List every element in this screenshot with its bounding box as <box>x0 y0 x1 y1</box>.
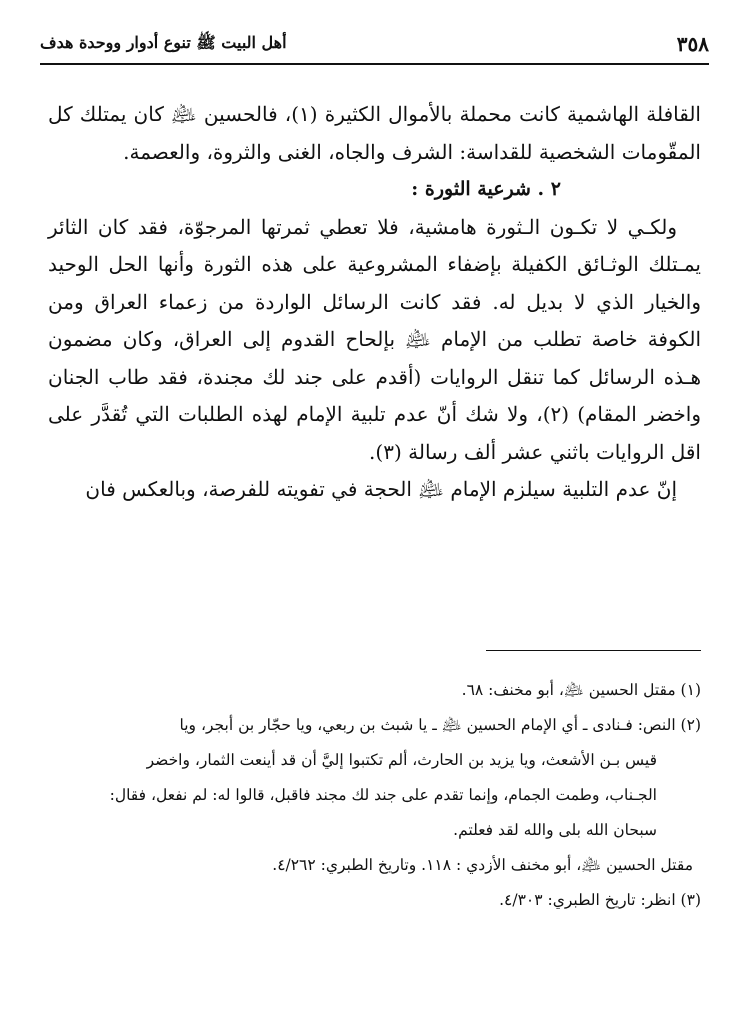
header-divider <box>40 63 709 65</box>
footnote-3: (٣) انظر: تاريخ الطبري: ٤/٣٠٣. <box>499 891 701 909</box>
paragraph-2: ولكـي لا تكـون الـثورة هامشية، فلا تعطي ثمرتها المرجوّة، فقد كان الثائر يمـتلك الوثـائق الكفيلة بإضفاء المشروعية على هذه الثورة وأنها الحل الوحيد والخيار الذي لا بديل له. فقد كانت الرسائل الواردة من زعماء العراق ومن الكوفة خاصة تطلب من الإمام ﵇ بإلحاح القدوم إلى العراق، وكان مضمون هـذه الرسائل كما تنقل الروايات (أقدم على جند لك مجندة، فقد طاب الجنان واخضر المقام) (٢)، ولا شك أنّ عدم تلبية الإمام لهذه الطلبات التي تُقدَّر على اقل الروايات باثني عشر ألف رسالة (٣). <box>48 214 701 464</box>
paragraph-3: إنّ عدم التلبية سيلزم الإمام ﵇ الحجة في تفويته للفرصة، وبالعكس فان <box>85 477 677 501</box>
paragraph-1: القافلة الهاشمية كانت محملة بالأموال الكثيرة (١)، فالحسين ﵇ كان يمتلك كل المقّومات الشخصية للقداسة: الشرف والجاه، الغنى والثروة، والعصمة. <box>48 102 701 164</box>
page-header <box>40 26 709 62</box>
footnote-2-line-4: سبحان الله بلى والله لقد فعلتم. <box>453 821 657 839</box>
footnote-divider <box>486 650 701 651</box>
main-text <box>48 96 701 509</box>
running-title: أهل البيت ﷺ تنوع أدوار ووحدة هدف <box>40 32 287 52</box>
section-heading: ٢ . شرعية الثورة : <box>411 178 561 200</box>
footnote-2-line-3: الجـناب، وطمت الجمام، وإنما تقدم على جند لك مجند فاقبل، قالوا له: لم نفعل، فقال: <box>109 786 657 804</box>
footnote-1: (١) مقتل الحسين ﵇، أبو مخنف: ٦٨. <box>461 681 701 699</box>
page-number: ٣٥٨ <box>676 32 709 56</box>
footnote-2-line-1: (٢) النص: فـنادى ـ أي الإمام الحسين ﵇ ـ يا شبث بن ربعي، ويا حجّار بن أبجر، ويا <box>179 716 701 734</box>
footnote-2-line-2: قيس بـن الأشعث، ويا يزيد بن الحارث، ألم تكتبوا إليَّ أن قد أينعت الثمار، واخضر <box>146 751 657 769</box>
footnotes <box>48 673 701 918</box>
footnote-2-source: مقتل الحسين ﵇، أبو مخنف الأزدي : ١١٨. وتاريخ الطبري: ٤/٢٦٢. <box>272 856 693 874</box>
